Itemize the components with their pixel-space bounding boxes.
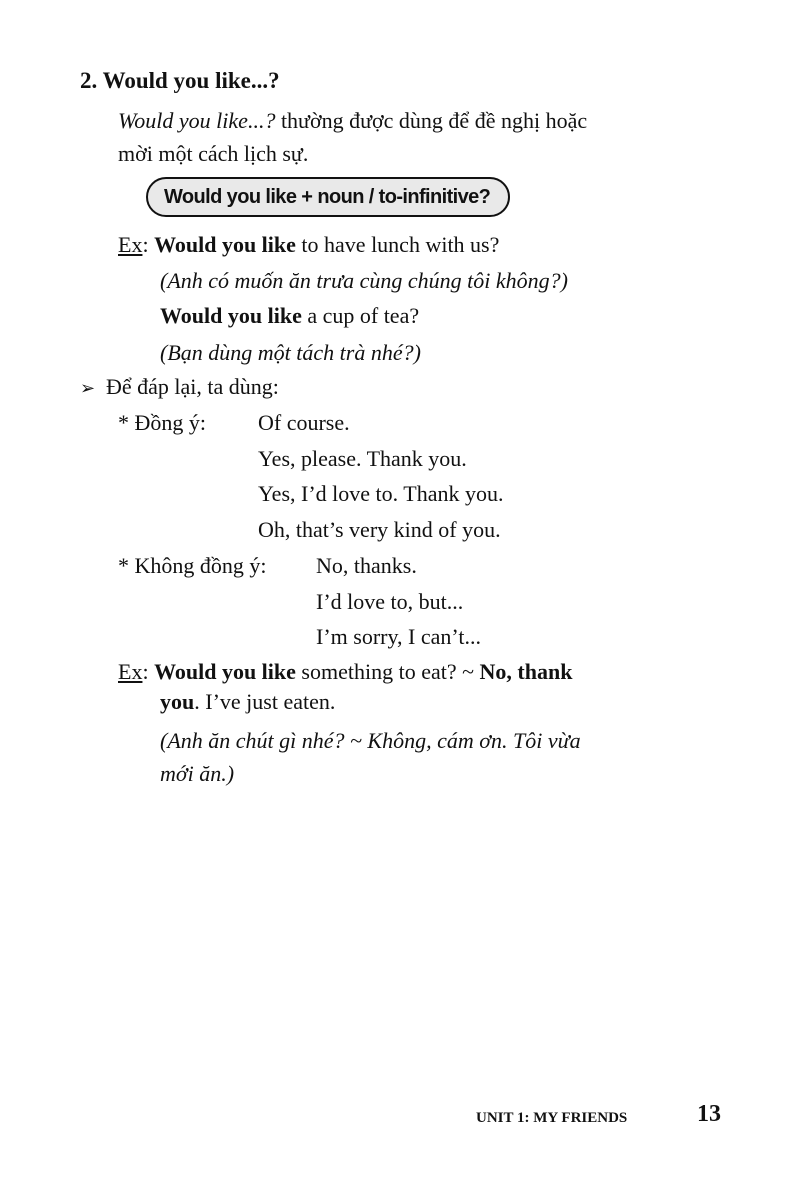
agree-option: Yes, I’d love to. Thank you.	[258, 481, 504, 506]
disagree-option: I’d love to, but...	[316, 589, 464, 614]
example-separator: :	[142, 232, 155, 257]
agree-option: Of course.	[258, 410, 350, 435]
arrow-bullet-icon: ➢	[80, 378, 96, 398]
example1-bold-1: Would you like	[154, 232, 296, 257]
reply-intro-text: Để đáp lại, ta dùng:	[106, 374, 279, 399]
intro-text-1: thường được dùng để đề nghị hoặc	[275, 108, 588, 133]
agree-option: Oh, that’s very kind of you.	[258, 517, 501, 542]
example2-bold-2: No, thank	[479, 659, 573, 684]
formula-box: Would you like + noun / to-infinitive?	[146, 177, 510, 217]
example2-bold-1: Would you like	[154, 659, 296, 684]
section-number: 2.	[80, 68, 98, 93]
example1-sentence-2	[160, 303, 419, 329]
example2-rest-1: something to eat? ~	[295, 659, 480, 684]
agree-label: * Đồng ý:	[118, 410, 206, 435]
example2-translation-line-2: mới ăn.)	[160, 761, 235, 786]
example-label: Ex	[118, 659, 143, 684]
reply-intro	[80, 374, 279, 400]
example-label: Ex	[118, 232, 143, 257]
example1-translation-2: (Bạn dùng một tách trà nhé?)	[160, 340, 421, 365]
section-title: Would you like...?	[102, 68, 280, 93]
disagree-label: * Không đồng ý:	[118, 553, 267, 578]
intro-term: Would you like...?	[118, 108, 276, 133]
disagree-option: No, thanks.	[316, 553, 417, 578]
example2-sentence-line-2	[160, 689, 335, 715]
example1-bold-2: Would you like	[160, 303, 302, 328]
section-heading	[80, 68, 280, 94]
example1-sentence-1	[118, 232, 499, 258]
example1-translation-1: (Anh có muốn ăn trưa cùng chúng tôi không?)	[160, 268, 568, 293]
example1-rest-2: a cup of tea?	[301, 303, 420, 328]
page-number: 13	[697, 1101, 721, 1127]
example2-bold-3: you	[160, 689, 195, 714]
agree-option: Yes, please. Thank you.	[258, 446, 467, 471]
example2-translation-line-1: (Anh ăn chút gì nhé? ~ Không, cám ơn. Tôi vừa	[160, 728, 581, 753]
example2-rest-2: . I’ve just eaten.	[194, 689, 336, 714]
example-separator: :	[142, 659, 155, 684]
example2-sentence-line-1	[118, 659, 572, 685]
example1-rest-1: to have lunch with us?	[295, 232, 500, 257]
intro-line-1	[118, 108, 587, 134]
footer-unit-title: UNIT 1: MY FRIENDS	[476, 1110, 628, 1126]
disagree-option: I’m sorry, I can’t...	[316, 624, 481, 649]
intro-line-2: mời một cách lịch sự.	[118, 141, 309, 166]
